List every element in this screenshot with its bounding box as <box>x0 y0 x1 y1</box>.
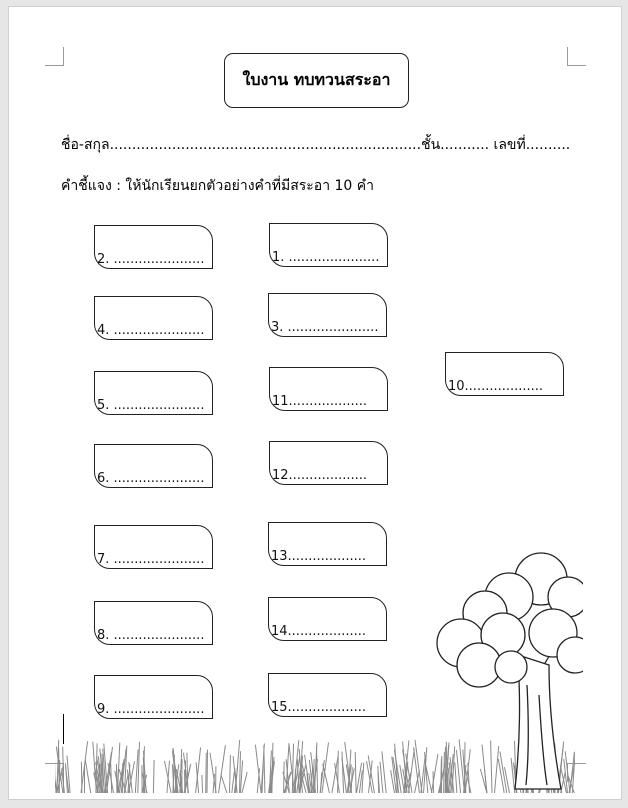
grass-blade <box>332 756 338 793</box>
answer-label-2: 2. ...................... <box>97 252 205 267</box>
answer-box-15[interactable] <box>268 673 387 717</box>
answer-box-10[interactable] <box>445 352 564 396</box>
grass-blade <box>272 743 273 793</box>
instruction-text: คำชี้แจง : ให้นักเรียนยกตัวอย่างคำที่มีสระอา 10 คำ <box>61 178 375 194</box>
grass-blade <box>378 766 379 793</box>
grass-blade <box>380 762 383 793</box>
grass-blade <box>240 761 242 794</box>
answer-label-7: 7. ...................... <box>97 552 205 567</box>
answer-box-1[interactable] <box>269 223 388 267</box>
worksheet-title: ใบงาน ทบทวนสระอา <box>224 53 409 108</box>
answer-label-13: 13................... <box>271 549 367 564</box>
grass-blade <box>59 760 60 793</box>
grass-blade <box>202 775 203 793</box>
tree-icon <box>423 545 583 795</box>
answer-box-11[interactable] <box>269 367 388 411</box>
grass-blade <box>153 760 154 793</box>
crop-mark-top-right <box>567 47 586 66</box>
answer-box-7[interactable] <box>94 525 213 569</box>
answer-box-8[interactable] <box>94 601 213 645</box>
name-line: ชื่อ-สกุล......................................................................ชั้น........... เลขที่.......... <box>61 137 571 153</box>
grass-blade <box>93 742 97 793</box>
answer-label-6: 6. ...................... <box>97 471 205 486</box>
answer-label-3: 3. ...................... <box>271 320 379 335</box>
grass-blade <box>335 763 340 793</box>
crop-mark-top-left <box>45 47 64 66</box>
answer-box-5[interactable] <box>94 371 213 415</box>
answer-label-11: 11................... <box>272 394 368 409</box>
grass-blade <box>85 760 90 793</box>
grass-blade <box>338 751 339 793</box>
answer-box-4[interactable] <box>94 296 213 340</box>
answer-label-5: 5. ...................... <box>97 398 205 413</box>
grass-blade <box>362 763 364 793</box>
answer-box-2[interactable] <box>94 225 213 269</box>
answer-label-10: 10................... <box>448 379 544 394</box>
grass-blade <box>242 772 247 793</box>
grass-blade <box>221 774 227 793</box>
worksheet-page <box>8 6 622 800</box>
answer-label-8: 8. ...................... <box>97 628 205 643</box>
answer-label-1: 1. ...................... <box>272 250 380 265</box>
grass-blade <box>262 765 263 793</box>
grass-blade <box>232 771 235 793</box>
grass-blade <box>284 761 285 793</box>
grass-blade <box>355 752 356 793</box>
answer-label-12: 12................... <box>272 468 368 483</box>
answer-box-9[interactable] <box>94 675 213 719</box>
grass-blade <box>317 746 318 793</box>
answer-box-6[interactable] <box>94 444 213 488</box>
grass-blade <box>165 761 172 793</box>
answer-box-12[interactable] <box>269 441 388 485</box>
answer-label-14: 14................... <box>271 624 367 639</box>
answer-box-14[interactable] <box>268 597 387 641</box>
grass-blade <box>264 745 265 793</box>
answer-label-4: 4. ...................... <box>97 323 205 338</box>
answer-box-3[interactable] <box>268 293 387 337</box>
grass-blade <box>206 753 207 793</box>
grass-blade <box>81 762 82 793</box>
answer-label-9: 9. ...................... <box>97 702 205 717</box>
answer-label-15: 15................... <box>271 700 367 715</box>
answer-box-13[interactable] <box>268 522 387 566</box>
grass-blade <box>230 755 231 793</box>
grass-blade <box>207 750 208 793</box>
